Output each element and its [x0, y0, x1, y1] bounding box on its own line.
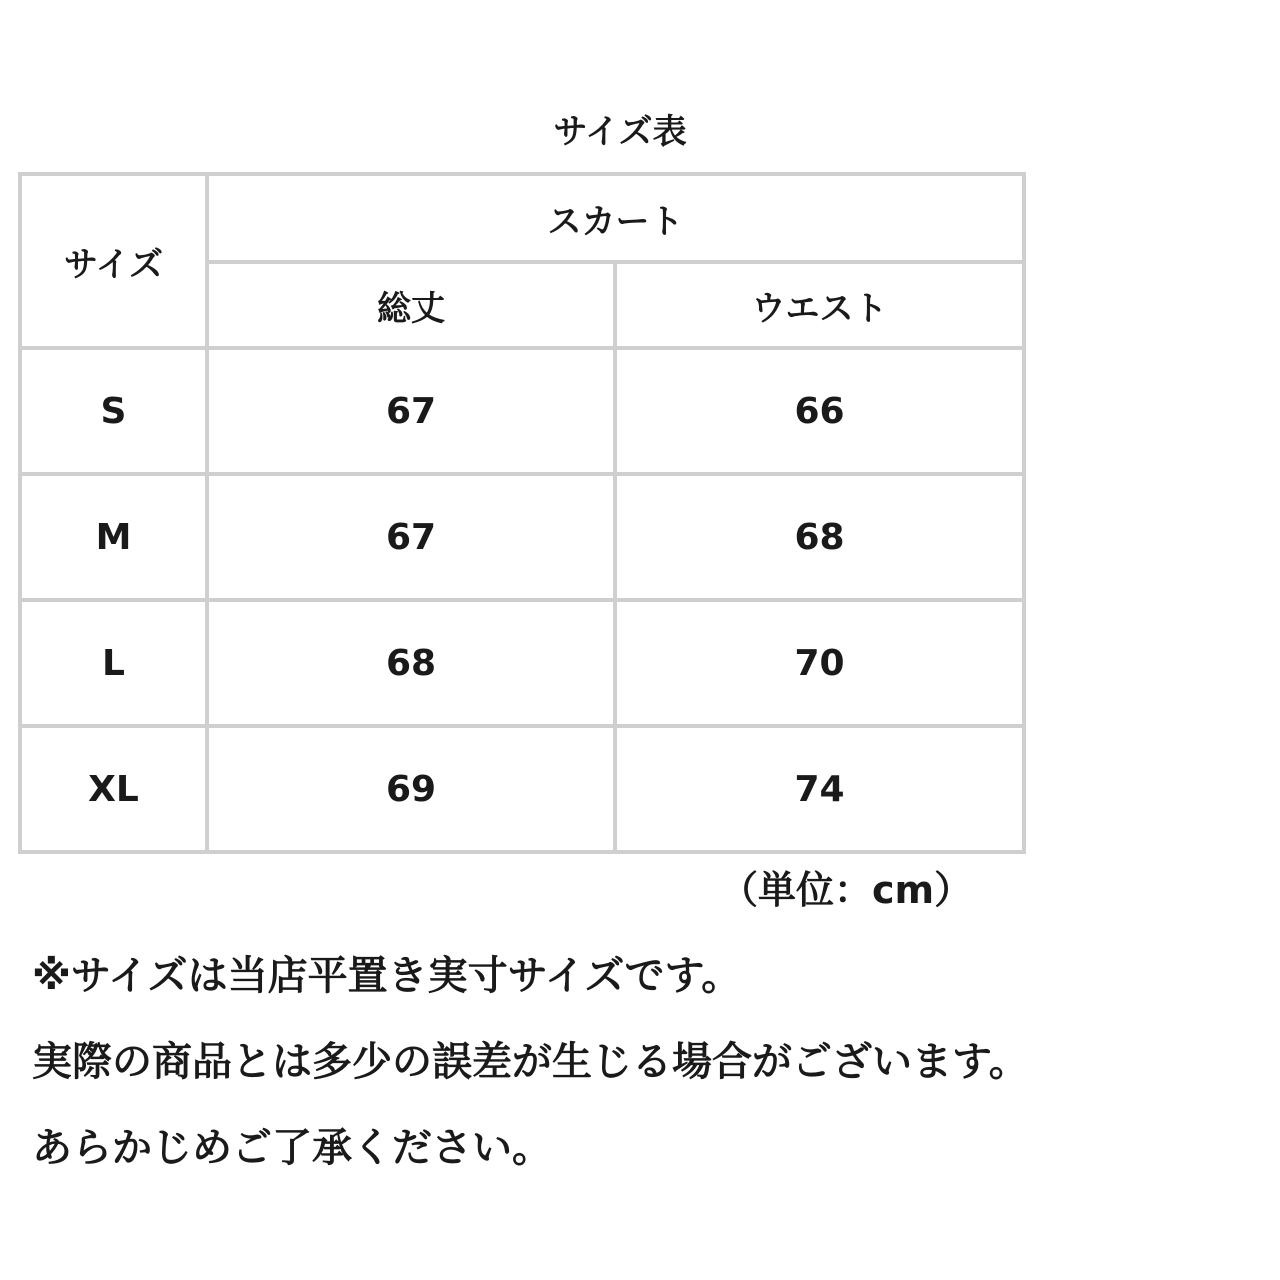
- page-title: サイズ表: [553, 112, 687, 152]
- table-row: [20, 600, 1024, 726]
- waist-cell: 70: [615, 600, 1024, 726]
- note-line: 実際の商品とは多少の誤差が生じる場合がございます。: [32, 1039, 1029, 1085]
- length-cell: 69: [207, 726, 615, 852]
- waist-column-header: ウエスト: [615, 262, 1024, 348]
- size-cell: S: [20, 348, 207, 474]
- size-column-header: サイズ: [20, 174, 207, 348]
- size-cell: L: [20, 600, 207, 726]
- length-cell: 67: [207, 474, 615, 600]
- size-cell: XL: [20, 726, 207, 852]
- notes-section: [32, 944, 1262, 1202]
- table-row: [20, 726, 1024, 852]
- size-cell: M: [20, 474, 207, 600]
- waist-cell: 66: [615, 348, 1024, 474]
- length-cell: 68: [207, 600, 615, 726]
- size-chart-table: [18, 172, 1026, 854]
- unit-note: （単位：cm）: [720, 868, 973, 912]
- table-row: [20, 474, 1024, 600]
- table-header-row: [20, 174, 1024, 262]
- length-column-header: 総丈: [207, 262, 615, 348]
- waist-cell: 68: [615, 474, 1024, 600]
- table-row: [20, 348, 1024, 474]
- length-cell: 67: [207, 348, 615, 474]
- note-line: ※サイズは当店平置き実寸サイズです。: [32, 953, 742, 999]
- skirt-group-header: スカート: [207, 174, 1024, 262]
- waist-cell: 74: [615, 726, 1024, 852]
- note-line: あらかじめご了承ください。: [32, 1125, 552, 1171]
